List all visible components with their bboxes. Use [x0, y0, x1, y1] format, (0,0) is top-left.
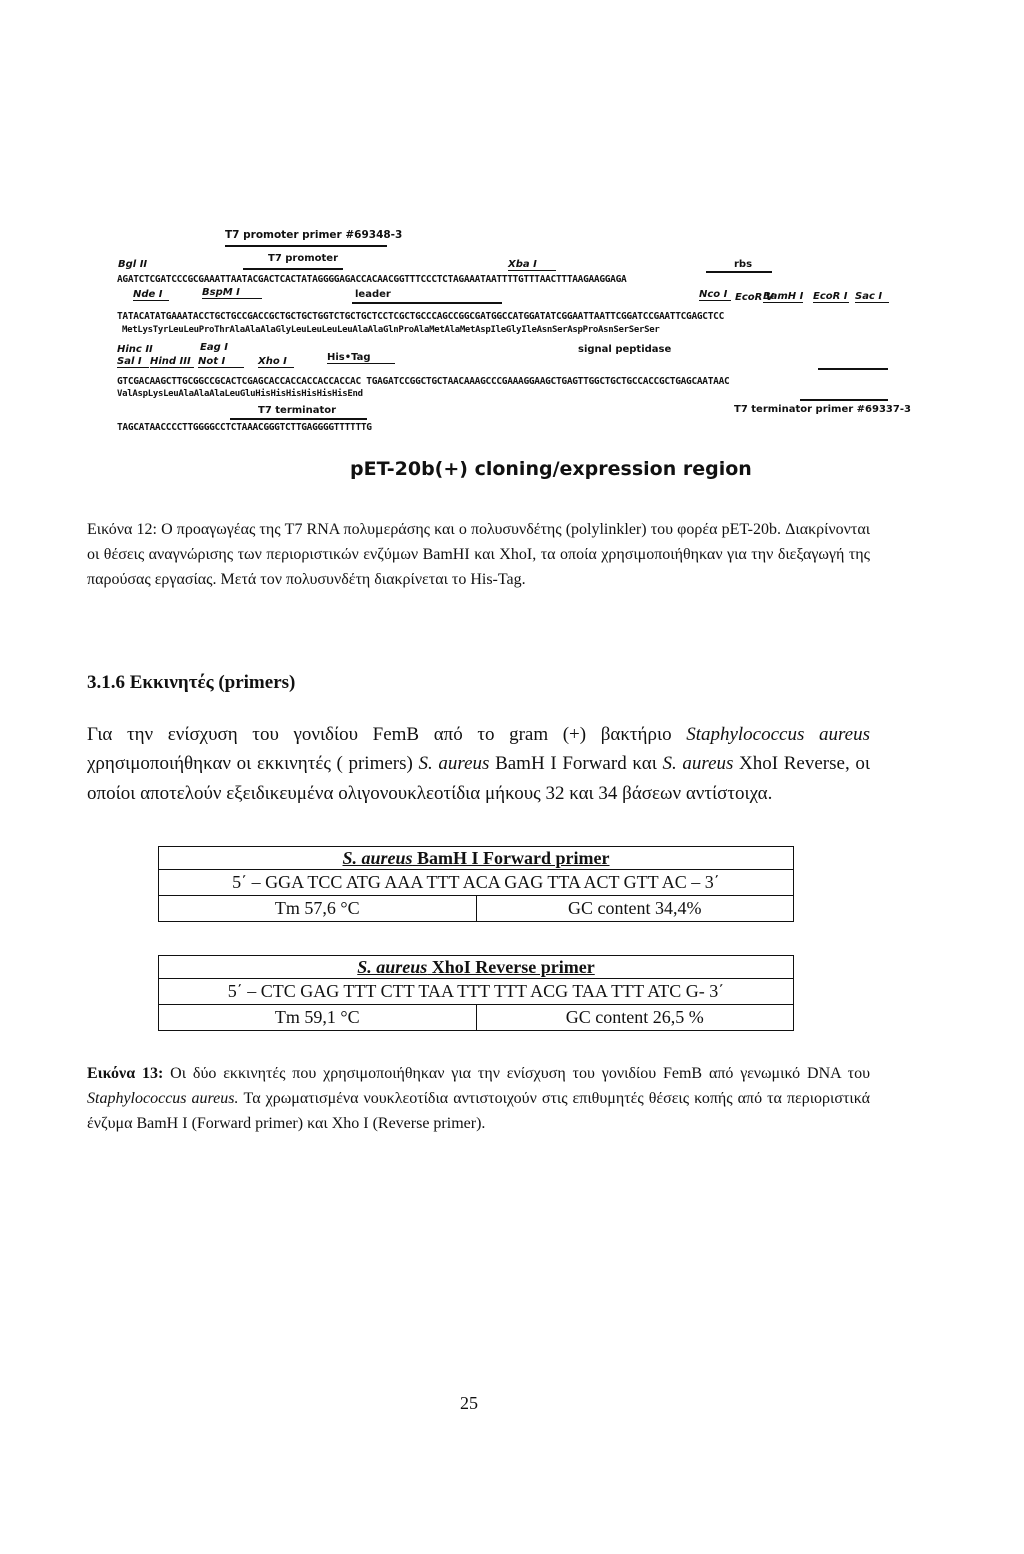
sac-i-label: Sac I	[855, 291, 889, 303]
t7-promoter-bar	[243, 268, 343, 270]
primer-title-text: XhoI Reverse primer	[427, 956, 595, 977]
hinc-ii-label: Hinc II	[117, 344, 153, 355]
species-name: S. aureus	[357, 956, 428, 977]
paragraph-text: Για την ενίσχυση του γονιδίου FemB από το gram (+) βακτήριο	[87, 724, 687, 745]
xba-i-label: Xba I	[508, 259, 556, 271]
forward-primer-table	[158, 846, 794, 922]
sal-i-label: Sal I	[117, 356, 149, 368]
paragraph-text: XhoI Reverse, οι οποίοι αποτελούν εξειδικευμένα ολιγονουκλεοτίδια μήκους 32 και 34 βάσεων αντίστοιχα.	[87, 753, 870, 804]
caption-13-text: Οι δύο εκκινητές που χρησιμοποιήθηκαν για την ενίσχυση του γονιδίου FemB από γενωμικό DNA του	[163, 1065, 870, 1082]
t7-terminator-primer-label: T7 terminator primer #69337-3	[734, 404, 911, 415]
primer-title-text: BamH I Forward primer	[412, 847, 610, 868]
sequence-line-2: TATACATATGAAATACCTGCTGCCGACCGCTGCTGCTGGTCTGCTGCTCCTCGCTGCCCAGCCGGCGATGGCCATGGATATCGGAATTAATTCGGATCCGAATTCGAGCTCC	[117, 311, 724, 322]
not-i-label: Not I	[198, 356, 244, 368]
nde-i-label: Nde I	[133, 289, 169, 301]
reverse-primer-gc: GC content 26,5 %	[476, 1005, 794, 1031]
section-heading: 3.1.6 Εκκινητές (primers)	[87, 672, 296, 693]
ecor-v-label: EcoR V	[735, 292, 774, 303]
signal-peptidase-label: signal peptidase	[578, 344, 672, 355]
paragraph-text: χρησιμοποιήθηκαν οι εκκινητές ( primers)	[87, 753, 419, 775]
caption-12	[87, 518, 870, 593]
t7-terminator-primer-bar	[800, 399, 888, 401]
amino-acid-line-2: MetLysTyrLeuLeuProThrAlaAlaAlaGlyLeuLeuLeuLeuAlaAlaGlnProAlaMetAlaMetAspIleGlyIleAsnSerAspProAsnSerSerSer	[122, 325, 660, 335]
caption-13	[87, 1062, 870, 1137]
forward-primer-title	[159, 847, 794, 870]
section-paragraph	[87, 720, 870, 808]
reverse-primer-sequence: 5΄ – CTC GAG TTT CTT TAA TTT TTT ACG TAA TTT ATC G- 3΄	[159, 979, 794, 1005]
species-name: Staphylococcus aureus.	[87, 1089, 239, 1107]
forward-primer-sequence: 5΄ – GGA TCC ATG AAA TTT ACA GAG TTA ACT GTT AC – 3΄	[159, 870, 794, 896]
sequence-line-4: TAGCATAACCCCTTGGGGCCTCTAAACGGGTCTTGAGGGGTTTTTTG	[117, 422, 372, 433]
species-name: S. aureus	[418, 753, 490, 775]
reverse-primer-table	[158, 955, 794, 1031]
reverse-primer-tm: Tm 59,1 °C	[159, 1005, 477, 1031]
sequence-line-3: GTCGACAAGCTTGCGGCCGCACTCGAGCACCACCACCACCACCAC TGAGATCCGGCTGCTAACAAAGCCCGAAAGGAAGCTGAGTTGGCTGCTGCCACCGCTGAGCAATAAC	[117, 376, 730, 387]
t7-promoter-primer-label: T7 promoter primer #69348-3	[225, 229, 403, 241]
caption-13-label: Εικόνα 13:	[87, 1065, 164, 1082]
species-name: S. aureus	[342, 847, 413, 868]
forward-primer-tm: Tm 57,6 °C	[159, 896, 477, 922]
bgl-ii-label: Bgl II	[118, 259, 148, 270]
forward-primer-gc: GC content 34,4%	[476, 896, 794, 922]
sequence-line-1: AGATCTCGATCCCGCGAAATTAATACGACTCACTATAGGGGAGACCACAACGGTTTCCCTCTAGAAATAATTTTGTTTAACTTTAAGAAGGAGA	[117, 274, 627, 285]
caption-13-text: Τα χρωματισμένα νουκλεοτίδια αντιστοιχούν στις επιθυμητές θέσεις κοπής από τα περιοριστικά ένζυμα BamH I (Forward primer) και Xho I (Reverse primer).	[87, 1089, 870, 1132]
end-bar	[818, 368, 888, 370]
caption-12-text: Ο προαγωγέας της T7 RNA πολυμεράσης και ο πολυσυνδέτης (polylinkler) του φορέα pET-20b. Διακρίνονται οι θέσεις αναγνώρισης των περιοριστικών ενζύμων BamHI και XhoI, τα οποία χρησιμοποιήθηκαν για την διεξαγωγή της παρούσας εργασίας. Μετά τον πολυσυνδέτη διακρίνεται το His-Tag.	[87, 521, 871, 588]
nco-i-label: Nco I	[699, 289, 731, 301]
page-number: 25	[460, 1393, 478, 1413]
ecor-i-label: EcoR I	[813, 291, 848, 302]
species-name: S. aureus	[662, 753, 734, 775]
caption-12-label: Εικόνα 12:	[87, 521, 157, 538]
t7-promoter-label: T7 promoter	[268, 253, 339, 264]
rbs-label: rbs	[734, 259, 753, 270]
leader-label: leader	[355, 289, 391, 300]
xho-i-label: Xho I	[258, 356, 294, 368]
t7-terminator-bar	[230, 418, 367, 420]
bamh-i-label: BamH I	[763, 291, 804, 302]
paragraph-text: BamH I Forward και	[489, 753, 663, 775]
bspm-i-label: BspM I	[202, 287, 262, 299]
reverse-primer-title	[159, 956, 794, 979]
t7-terminator-label: T7 terminator	[258, 405, 337, 416]
eag-i-label: Eag I	[200, 342, 228, 353]
rbs-bar	[706, 271, 772, 273]
species-name: Staphylococcus aureus	[686, 724, 870, 745]
amino-acid-line-3: ValAspLysLeuAlaAlaAlaLeuGluHisHisHisHisHisHisEnd	[117, 389, 363, 399]
figure-title: pET-20b(+) cloning/expression region	[350, 458, 752, 480]
leader-bar	[352, 302, 502, 304]
t7-promoter-primer-bar	[225, 245, 387, 247]
his-tag-label: His•Tag	[327, 352, 395, 364]
hind-iii-label: Hind III	[150, 356, 194, 368]
